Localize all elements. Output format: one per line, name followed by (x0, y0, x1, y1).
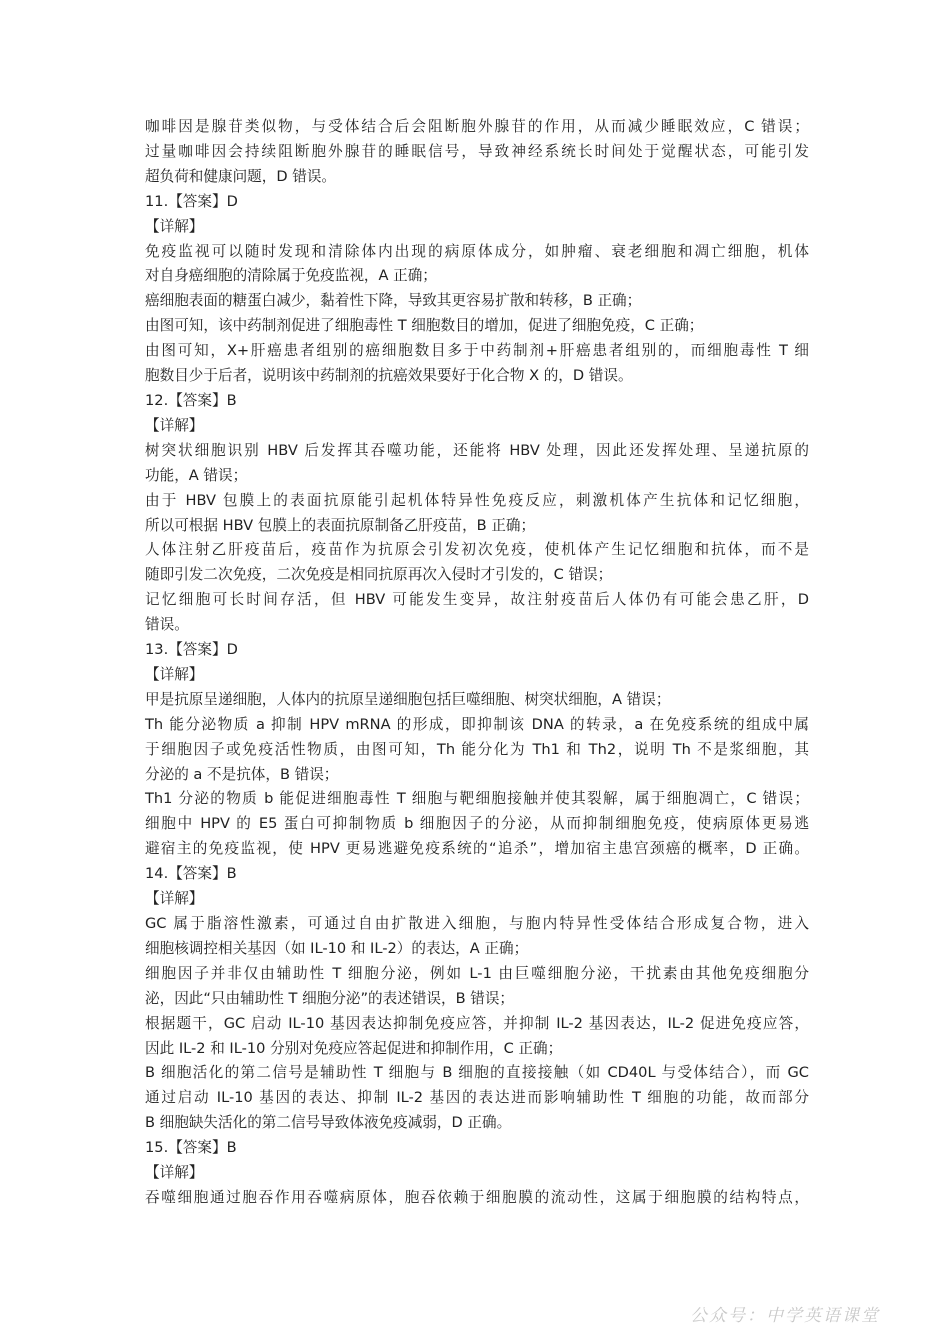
text-line: B 细胞缺失活化的第二信号导致体液免疫减弱，D 正确。 (145, 1114, 512, 1132)
text-line: B 细胞活化的第二信号是辅助性 T 细胞与 B 细胞的直接接触（如 CD40L 与受体结合），而 GC (145, 1064, 809, 1082)
text-line: 由于 HBV 包膜上的表面抗原能引起机体特异性免疫反应，刺激机体产生抗体和记忆细胞， (145, 491, 809, 509)
text-line: 避宿主的免疫监视，使 HPV 更易逃避免疫系统的“追杀”，增加宿主患宫颈癌的概率，D 正确。 (145, 840, 809, 858)
text-line: 15.【答案】B (145, 1139, 237, 1157)
text-line: 因此 IL-2 和 IL-10 分别对免疫应答起促进和抑制作用，C 正确； (145, 1039, 563, 1057)
text-line: 随即引发二次免疫，二次免疫是相同抗原再次入侵时才引发的，C 错误； (145, 566, 613, 584)
text-line: 【详解】 (145, 217, 204, 235)
watermark: 公众号：中学英语课堂 (690, 1306, 880, 1326)
text-line: 胞数目少于后者，说明该中药制剂的抗癌效果要好于化合物 X 的，D 错误。 (145, 367, 633, 385)
text-line: 11.【答案】D (145, 192, 238, 210)
text-line: 咖啡因是腺苷类似物，与受体结合后会阻断胞外腺苷的作用，从而减少睡眠效应，C 错误； (145, 118, 809, 135)
text-line: 功能，A 错误； (145, 466, 248, 484)
text-line: 【详解】 (145, 416, 204, 434)
text-line: 癌细胞表面的糖蛋白减少，黏着性下降，导致其更容易扩散和转移，B 正确； (145, 292, 642, 310)
text-line: 13.【答案】D (145, 641, 238, 659)
text-line: 免疫监视可以随时发现和清除体内出现的病原体成分，如肿瘤、衰老细胞和凋亡细胞，机体 (145, 242, 809, 260)
answer-explanation-text (145, 115, 809, 1211)
text-line: 细胞因子并非仅由辅助性 T 细胞分泌，例如 L-1 由巨噬细胞分泌，干扰素由其他免疫细胞分 (145, 964, 809, 982)
text-line: 于细胞因子或免疫活性物质，由图可知，Th 能分化为 Th1 和 Th2，说明 Th 不是浆细胞，其 (145, 740, 809, 758)
text-line: 对自身癌细胞的清除属于免疫监视，A 正确； (145, 267, 437, 285)
text-line: 错误。 (145, 616, 189, 634)
text-line: Th1 分泌的物质 b 能促进细胞毒性 T 细胞与靶细胞接触并使其裂解，属于细胞凋亡，C 错误； (145, 790, 809, 808)
text-line: 过量咖啡因会持续阻断胞外腺苷的睡眠信号，导致神经系统长时间处于觉醒状态，可能引发 (145, 142, 809, 160)
text-line: 泌，因此“只由辅助性 T 细胞分泌”的表述错误，B 错误； (145, 989, 515, 1007)
text-line: 12.【答案】B (145, 391, 237, 409)
text-line: 【详解】 (145, 1164, 204, 1182)
text-line: 人体注射乙肝疫苗后，疫苗作为抗原会引发初次免疫，使机体产生记忆细胞和抗体，而不是 (145, 541, 809, 559)
text-line: Th 能分泌物质 a 抑制 HPV mRNA 的形成，即抑制该 DNA 的转录，a 在免疫系统的组成中属 (145, 715, 809, 733)
text-line: 记忆细胞可长时间存活，但 HBV 可能发生变异，故注射疫苗后人体仍有可能会患乙肝，D (145, 591, 809, 609)
text-line: 细胞中 HPV 的 E5 蛋白可抑制物质 b 细胞因子的分泌，从而抑制细胞免疫，使病原体更易逃 (145, 815, 809, 833)
text-line: 细胞核调控相关基因（如 IL-10 和 IL-2）的表达，A 正确； (145, 939, 529, 957)
text-line: 通过启动 IL-10 基因的表达、抑制 IL-2 基因的表达进而影响辅助性 T 细胞的功能，故而部分 (145, 1089, 809, 1107)
text-line: 甲是抗原呈递细胞，人体内的抗原呈递细胞包括巨噬细胞、树突状细胞，A 错误； (145, 690, 671, 708)
text-line: 14.【答案】B (145, 865, 237, 883)
text-line: 根据题干，GC 启动 IL-10 基因表达抑制免疫应答，并抑制 IL-2 基因表达，IL-2 促进免疫应答， (145, 1014, 809, 1032)
text-line: 吞噬细胞通过胞吞作用吞噬病原体，胞吞依赖于细胞膜的流动性，这属于细胞膜的结构特点， (145, 1188, 809, 1206)
text-line: 分泌的 a 不是抗体，B 错误； (145, 765, 339, 783)
text-line: 【详解】 (145, 890, 204, 908)
text-line: GC 属于脂溶性激素，可通过自由扩散进入细胞，与胞内特异性受体结合形成复合物，进入 (145, 915, 809, 932)
text-line: 树突状细胞识别 HBV 后发挥其吞噬功能，还能将 HBV 处理，因此还发挥处理、呈递抗原的 (145, 441, 809, 459)
text-line: 由图可知，X+肝癌患者组别的癌细胞数目多于中药制剂+肝癌患者组别的，而细胞毒性 T 细 (145, 342, 809, 360)
text-line: 所以可根据 HBV 包膜上的表面抗原制备乙肝疫苗，B 正确； (145, 516, 536, 534)
text-line: 由图可知，该中药制剂促进了细胞毒性 T 细胞数目的增加，促进了细胞免疫，C 正确； (145, 317, 704, 335)
text-line: 【详解】 (145, 665, 204, 683)
text-line: 超负荷和健康问题，D 错误。 (145, 167, 337, 185)
